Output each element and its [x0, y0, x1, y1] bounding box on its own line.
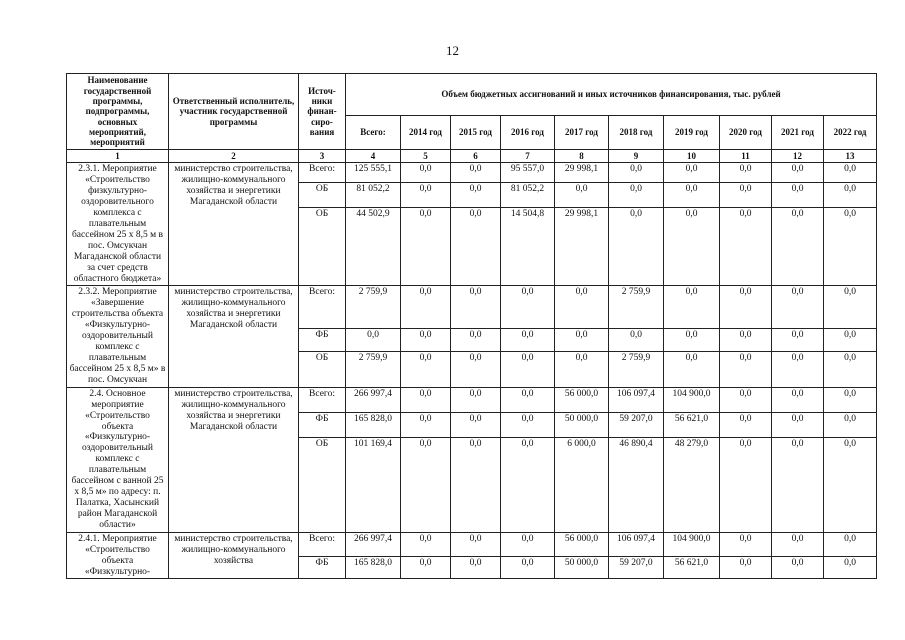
table-row [67, 286, 877, 328]
table-row [67, 532, 877, 556]
year-value: 0,0 [720, 183, 772, 208]
year-value: 0,0 [501, 387, 555, 412]
year-value: 56 621,0 [664, 557, 720, 579]
header-volume: Объем бюджетных ассигнований и иных источников финансирования, тыс. рублей [346, 74, 877, 116]
year-value: 56 621,0 [664, 413, 720, 438]
page-number: 12 [446, 43, 459, 58]
year-value: 29 998,1 [555, 208, 609, 286]
header-name: Наименование государственной программы, подпрограммы, основных мероприятий, мероприятий [67, 74, 169, 150]
year-value: 0,0 [451, 328, 501, 351]
year-value: 0,0 [824, 163, 877, 183]
total-value: 81 052,2 [346, 183, 401, 208]
activity-name: 2.3.2. Мероприятие «Завершение строительства объекта «Физкультурно-оздоровительный комплекс с плавательным бассейном 25 х 8,5 м» в пос. Омсукчан [67, 286, 169, 387]
funding-source: Всего: [299, 532, 346, 556]
year-value: 2 759,9 [609, 351, 664, 387]
total-value: 125 555,1 [346, 163, 401, 183]
header-year: 2020 год [720, 116, 772, 150]
year-value: 0,0 [824, 286, 877, 328]
year-value: 0,0 [824, 183, 877, 208]
total-value: 165 828,0 [346, 557, 401, 579]
column-number: 7 [501, 150, 555, 163]
year-value: 0,0 [501, 438, 555, 532]
year-value: 0,0 [401, 208, 451, 286]
year-value: 0,0 [501, 557, 555, 579]
year-value: 0,0 [451, 208, 501, 286]
responsible-executor: министерство строительства, жилищно-коммунального хозяйства и энергетики Магаданской области [169, 286, 299, 387]
responsible-executor: министерство строительства, жилищно-коммунального хозяйства и энергетики Магаданской области [169, 387, 299, 532]
year-value: 95 557,0 [501, 163, 555, 183]
year-value: 0,0 [720, 163, 772, 183]
year-value: 0,0 [451, 183, 501, 208]
funding-source: Всего: [299, 286, 346, 328]
column-number-row [67, 150, 877, 163]
header-year: 2016 год [501, 116, 555, 150]
funding-source: Всего: [299, 387, 346, 412]
year-value: 0,0 [664, 328, 720, 351]
funding-source: ФБ [299, 413, 346, 438]
year-value: 0,0 [824, 208, 877, 286]
year-value: 0,0 [824, 438, 877, 532]
year-value: 0,0 [609, 183, 664, 208]
year-value: 0,0 [401, 183, 451, 208]
funding-source: ОБ [299, 208, 346, 286]
year-value: 0,0 [772, 413, 824, 438]
year-value: 0,0 [664, 208, 720, 286]
year-value: 0,0 [772, 183, 824, 208]
year-value: 59 207,0 [609, 413, 664, 438]
column-number: 5 [401, 150, 451, 163]
header-source: Источ-ники финан-сиро-вания [299, 74, 346, 150]
column-number: 10 [664, 150, 720, 163]
year-value: 104 900,0 [664, 387, 720, 412]
funding-source: ФБ [299, 557, 346, 579]
responsible-executor: министерство строительства, жилищно-коммунального хозяйства [169, 532, 299, 579]
year-value: 56 000,0 [555, 387, 609, 412]
year-value: 0,0 [555, 351, 609, 387]
column-number: 8 [555, 150, 609, 163]
year-value: 29 998,1 [555, 163, 609, 183]
year-value: 0,0 [772, 557, 824, 579]
total-value: 165 828,0 [346, 413, 401, 438]
year-value: 0,0 [555, 286, 609, 328]
column-number: 12 [772, 150, 824, 163]
table-row [67, 387, 877, 412]
year-value: 0,0 [501, 351, 555, 387]
year-value: 0,0 [401, 351, 451, 387]
column-number: 6 [451, 150, 501, 163]
header-year: Всего: [346, 116, 401, 150]
total-value: 2 759,9 [346, 351, 401, 387]
header-year: 2018 год [609, 116, 664, 150]
year-value: 0,0 [824, 413, 877, 438]
year-value: 6 000,0 [555, 438, 609, 532]
year-value: 0,0 [664, 163, 720, 183]
header-executor: Ответственный исполнитель, участник государственной программы [169, 74, 299, 150]
year-value: 0,0 [772, 532, 824, 556]
year-value: 0,0 [720, 557, 772, 579]
year-value: 48 279,0 [664, 438, 720, 532]
activity-name: 2.4. Основное мероприятие «Строительство объекта «Физкультурно-оздоровительный комплекс с плавательным бассейном с ванной 25 х 8,5 м» по адресу: п. Палатка, Хасынский район Магаданской области» [67, 387, 169, 532]
year-value: 59 207,0 [609, 557, 664, 579]
year-value: 0,0 [401, 328, 451, 351]
year-value: 0,0 [451, 387, 501, 412]
column-number: 2 [169, 150, 299, 163]
header-year: 2019 год [664, 116, 720, 150]
year-value: 0,0 [772, 163, 824, 183]
year-value: 0,0 [401, 413, 451, 438]
year-value: 0,0 [451, 413, 501, 438]
funding-source: ФБ [299, 328, 346, 351]
budget-table [66, 73, 877, 579]
table-row [67, 163, 877, 183]
year-value: 0,0 [401, 286, 451, 328]
year-value: 0,0 [824, 532, 877, 556]
year-value: 0,0 [824, 387, 877, 412]
header-year: 2021 год [772, 116, 824, 150]
year-value: 0,0 [609, 163, 664, 183]
funding-source: ОБ [299, 183, 346, 208]
total-value: 101 169,4 [346, 438, 401, 532]
year-value: 0,0 [555, 328, 609, 351]
year-value: 0,0 [609, 208, 664, 286]
year-value: 0,0 [772, 328, 824, 351]
header-year: 2015 год [451, 116, 501, 150]
year-value: 104 900,0 [664, 532, 720, 556]
column-number: 13 [824, 150, 877, 163]
column-number: 11 [720, 150, 772, 163]
column-number: 1 [67, 150, 169, 163]
year-value: 0,0 [401, 532, 451, 556]
year-value: 0,0 [451, 286, 501, 328]
year-value: 0,0 [401, 438, 451, 532]
year-value: 50 000,0 [555, 413, 609, 438]
year-value: 0,0 [720, 208, 772, 286]
year-value: 81 052,2 [501, 183, 555, 208]
year-value: 0,0 [451, 438, 501, 532]
year-value: 0,0 [401, 163, 451, 183]
year-value: 0,0 [720, 532, 772, 556]
header-year: 2014 год [401, 116, 451, 150]
year-value: 0,0 [451, 532, 501, 556]
year-value: 0,0 [720, 387, 772, 412]
funding-source: ОБ [299, 351, 346, 387]
header-year: 2017 год [555, 116, 609, 150]
year-value: 0,0 [401, 557, 451, 579]
year-value: 0,0 [824, 351, 877, 387]
year-value: 0,0 [772, 208, 824, 286]
year-value: 0,0 [720, 438, 772, 532]
year-value: 0,0 [501, 286, 555, 328]
column-number: 9 [609, 150, 664, 163]
activity-name: 2.3.1. Мероприятие «Строительство физкультурно-оздоровительного комплекса с плавательным бассейном 25 х 8,5 м в пос. Омсукчан Магаданской области за счет средств областного бюджета» [67, 163, 169, 286]
column-number: 4 [346, 150, 401, 163]
year-value: 0,0 [720, 413, 772, 438]
year-value: 0,0 [401, 387, 451, 412]
year-value: 0,0 [824, 557, 877, 579]
total-value: 44 502,9 [346, 208, 401, 286]
total-value: 266 997,4 [346, 387, 401, 412]
year-value: 0,0 [555, 183, 609, 208]
year-value: 0,0 [720, 351, 772, 387]
year-value: 0,0 [664, 351, 720, 387]
year-value: 14 504,8 [501, 208, 555, 286]
year-value: 2 759,9 [609, 286, 664, 328]
year-value: 0,0 [824, 328, 877, 351]
year-value: 50 000,0 [555, 557, 609, 579]
year-value: 0,0 [451, 351, 501, 387]
year-value: 0,0 [772, 286, 824, 328]
year-value: 0,0 [772, 438, 824, 532]
year-value: 106 097,4 [609, 532, 664, 556]
column-number: 3 [299, 150, 346, 163]
year-value: 0,0 [664, 183, 720, 208]
year-value: 0,0 [501, 328, 555, 351]
year-value: 0,0 [772, 351, 824, 387]
year-value: 0,0 [664, 286, 720, 328]
year-value: 0,0 [720, 328, 772, 351]
year-value: 0,0 [609, 328, 664, 351]
year-value: 0,0 [451, 557, 501, 579]
year-value: 0,0 [501, 532, 555, 556]
year-value: 46 890,4 [609, 438, 664, 532]
funding-source: ОБ [299, 438, 346, 532]
responsible-executor: министерство строительства, жилищно-коммунального хозяйства и энергетики Магаданской области [169, 163, 299, 286]
year-value: 106 097,4 [609, 387, 664, 412]
year-value: 0,0 [451, 163, 501, 183]
funding-source: Всего: [299, 163, 346, 183]
year-value: 0,0 [772, 387, 824, 412]
header-year: 2022 год [824, 116, 877, 150]
total-value: 2 759,9 [346, 286, 401, 328]
year-value: 56 000,0 [555, 532, 609, 556]
year-value: 0,0 [720, 286, 772, 328]
total-value: 0,0 [346, 328, 401, 351]
year-value: 0,0 [501, 413, 555, 438]
total-value: 266 997,4 [346, 532, 401, 556]
activity-name: 2.4.1. Мероприятие «Строительство объекта «Физкультурно- [67, 532, 169, 579]
